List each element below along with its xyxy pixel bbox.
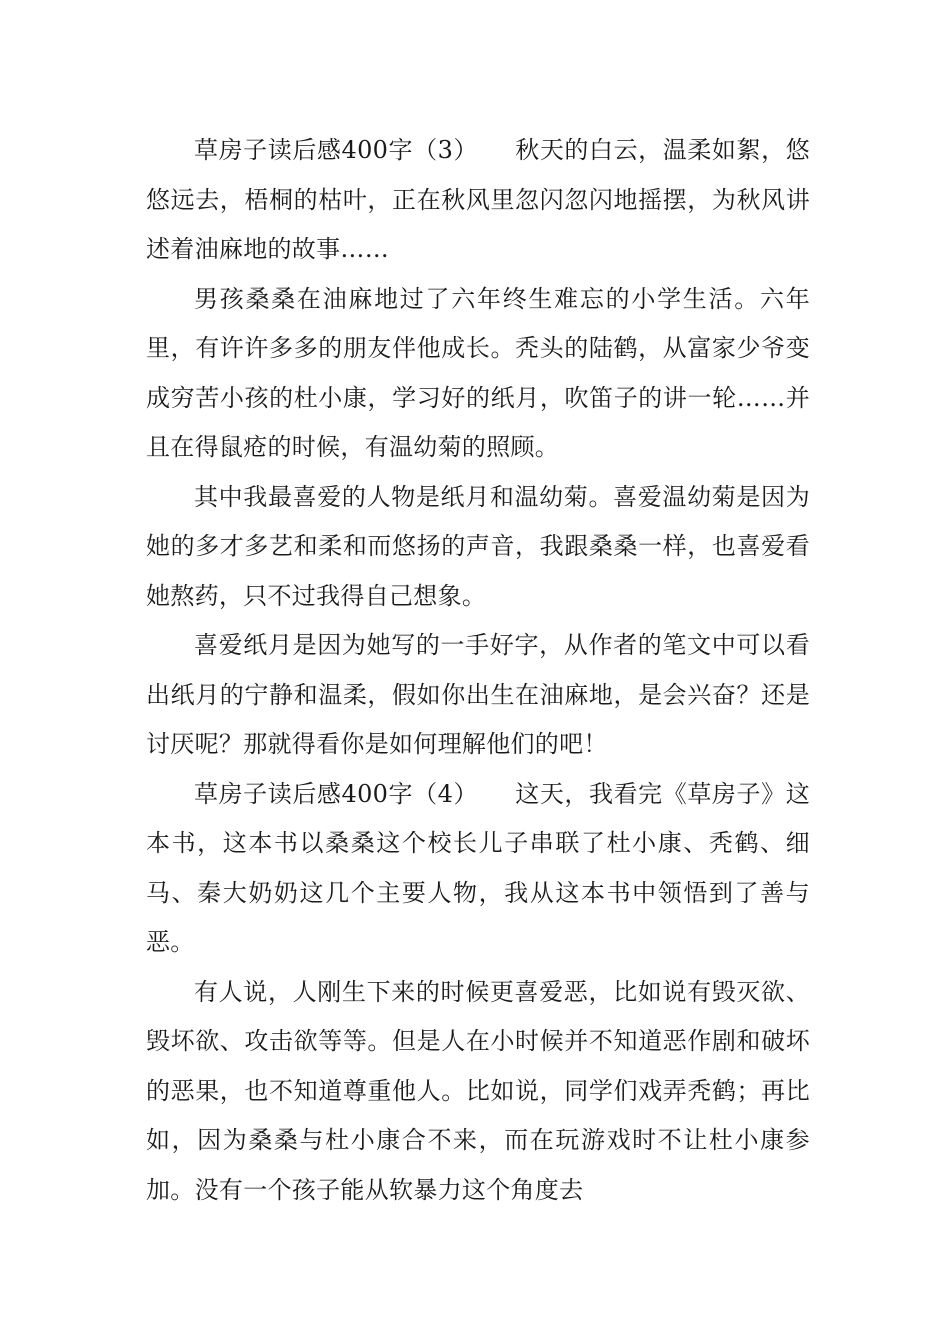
paragraph-6: 有人说，人刚生下来的时候更喜爱恶，比如说有毁灭欲、毁坏欲、攻击欲等等。但是人在小时候并不知道恶作剧和破坏的恶果，也不知道尊重他人。比如说，同学们戏弄秃鹤；再比如，因为桑桑与杜小康合不来，而在玩游戏时不让杜小康参加。没有一个孩子能从软暴力这个角度去 [146, 977, 810, 1204]
paragraph-1: 草房子读后感400字（3） 秋天的白云，温柔如絮，悠悠远去，梧桐的枯叶，正在秋风里忽闪忽闪地摇摆，为秋风讲述着油麻地的故事…… [146, 136, 810, 263]
document-body [146, 126, 810, 1215]
paragraph-4: 喜爱纸月是因为她写的一手好字，从作者的笔文中可以看出纸月的宁静和温柔，假如你出生在油麻地，是会兴奋？还是讨厌呢？那就得看你是如何理解他们的吧！ [146, 631, 810, 758]
paragraph-5: 草房子读后感400字（4） 这天，我看完《草房子》这本书，这本书以桑桑这个校长儿子串联了杜小康、秃鹤、细马、秦大奶奶这几个主要人物，我从这本书中领悟到了善与恶。 [146, 779, 810, 956]
paragraph-2: 男孩桑桑在油麻地过了六年终生难忘的小学生活。六年里，有许许多多的朋友伴他成长。秃头的陆鹤，从富家少爷变成穷苦小孩的杜小康，学习好的纸月，吹笛子的讲一轮……并且在得鼠疮的时候，有温幼菊的照顾。 [146, 284, 810, 461]
paragraph-3: 其中我最喜爱的人物是纸月和温幼菊。喜爱温幼菊是因为她的多才多艺和柔和而悠扬的声音，我跟桑桑一样，也喜爱看她熬药，只不过我得自己想象。 [146, 482, 810, 610]
